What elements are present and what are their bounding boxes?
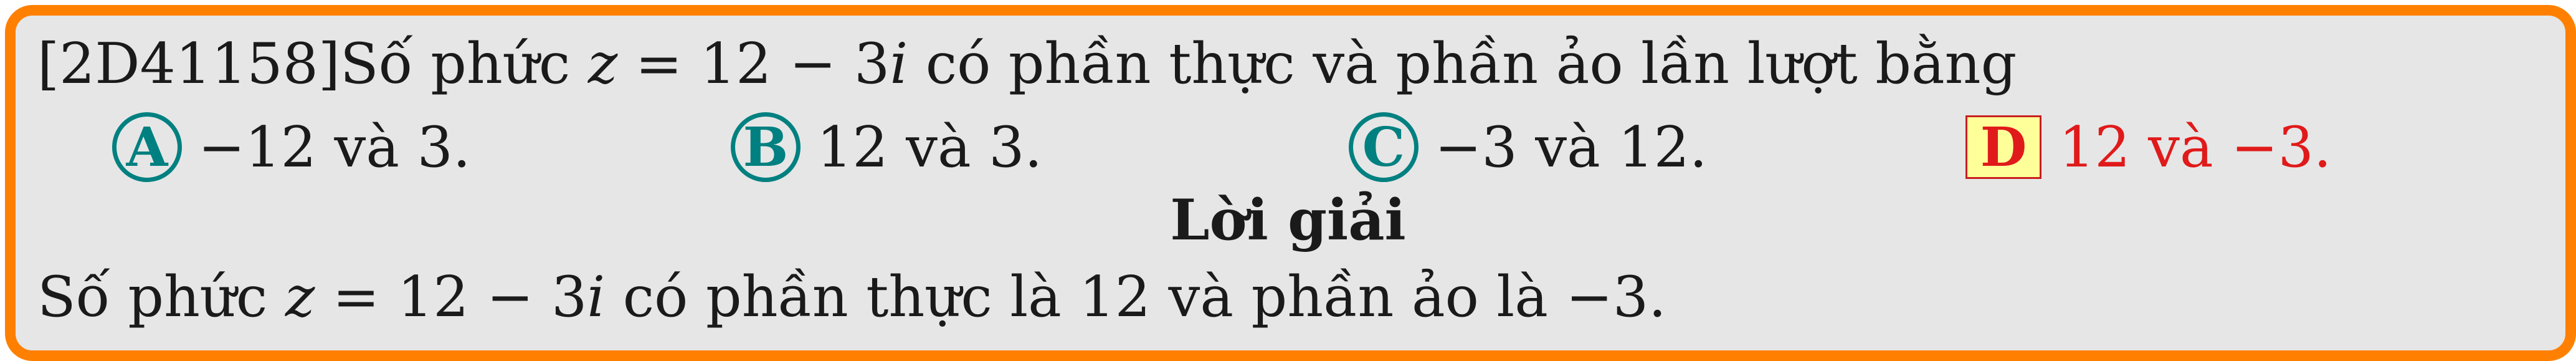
option-a-badge: A	[112, 112, 182, 182]
question-expr: = 12 − 3	[617, 31, 890, 97]
question-code: [2D41158]	[37, 31, 340, 97]
option-a-text: −12 và 3.	[198, 114, 471, 180]
option-b[interactable]	[731, 112, 1042, 182]
question-var-z: z	[587, 31, 618, 97]
question-text-after: có phần thực và phần ảo lần lượt bằng	[908, 31, 2017, 97]
question-text-before: Số phức	[340, 31, 588, 97]
solution-text	[37, 264, 1666, 330]
option-c-text: −3 và 12.	[1435, 114, 1708, 180]
solution-heading: Lời giải	[1170, 187, 1406, 253]
solution-var-i: i	[587, 264, 606, 330]
question-text	[37, 31, 2017, 97]
option-b-text: 12 và 3.	[817, 114, 1043, 180]
question-var-i: i	[890, 31, 908, 97]
solution-text-after: có phần thực là 12 và phần ảo là −3.	[605, 264, 1666, 330]
option-c[interactable]	[1349, 112, 1708, 182]
solution-var-z: z	[285, 264, 315, 330]
solution-expr: = 12 − 3	[315, 264, 587, 330]
option-d-correct[interactable]	[1965, 112, 2332, 182]
option-b-badge: B	[731, 112, 801, 182]
option-a[interactable]	[112, 112, 471, 182]
option-d-text: 12 và −3.	[2059, 114, 2332, 180]
option-c-badge: C	[1349, 112, 1419, 182]
option-d-badge: D	[1965, 115, 2041, 179]
solution-text-before: Số phức	[37, 264, 285, 330]
